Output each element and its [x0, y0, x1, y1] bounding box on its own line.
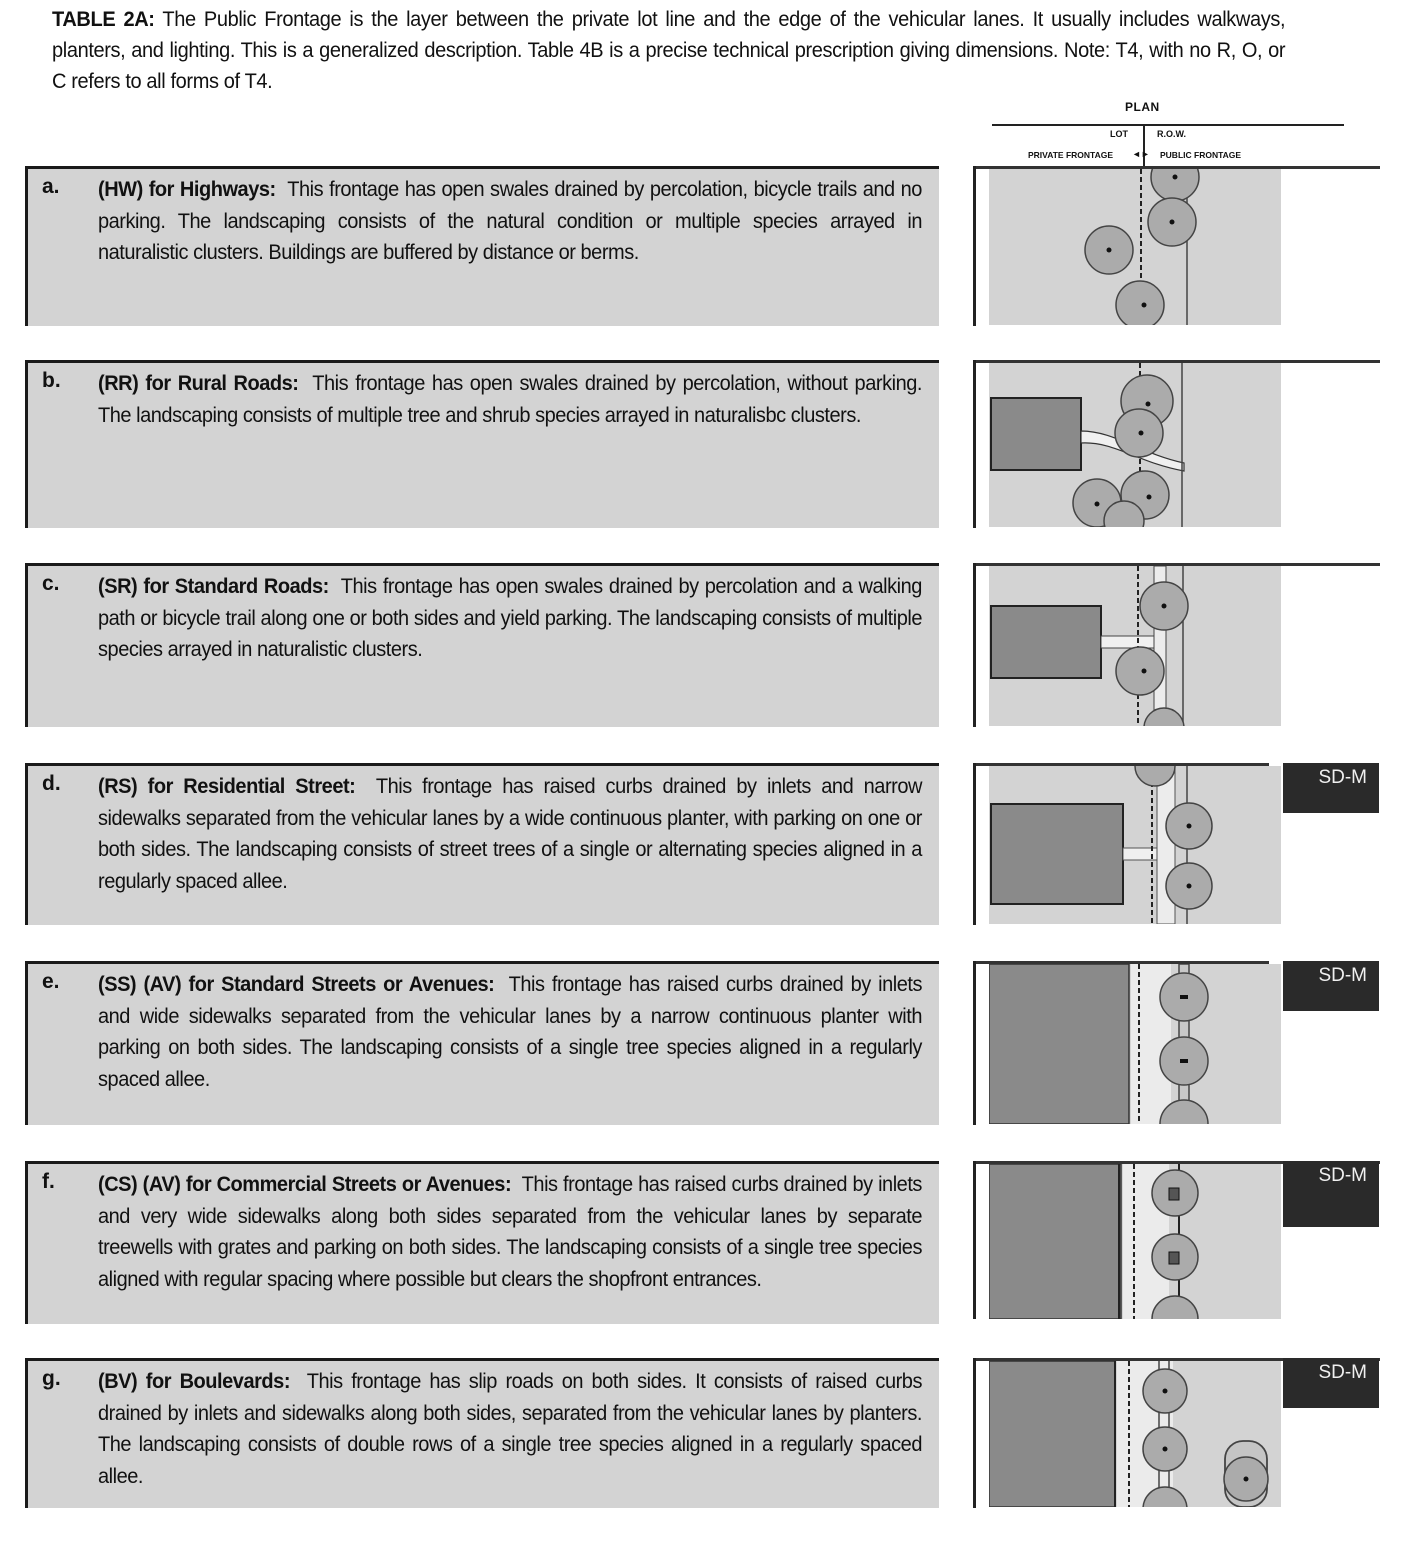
plan-diagram-sr — [973, 563, 1380, 727]
row-text: This frontage has raised curbs drained by inlets and very wide sidewalks along both sides separated from the vehicular lanes by separate treewells with grates and parking on both sides. The landscaping consists of a single tree species aligned with regular spacing where possible but clears the shopfront entrances. — [98, 1172, 922, 1291]
row-text: This frontage has raised curbs drained by inlets and narrow sidewalks separated from the vehicular lanes by a wide continuous planter, with parking on one or both sides. The landscaping consists of street trees of a single or alternating species aligned in a regularly spaced allee. — [98, 774, 922, 893]
frontage-text-box — [25, 1161, 939, 1324]
row-letter: b. — [42, 369, 61, 392]
table-description: The Public Frontage is the layer between the private lot line and the edge of the vehicular lanes. It usually includes walkways, planters, and lighting. This is a generalized description. Table 4B is a precise technical prescription giving dimensions. Note: T4, with no R, O, or C refers to all forms of T4. — [52, 7, 1286, 93]
row-label: R.O.W. — [1157, 129, 1186, 139]
private-frontage-label: PRIVATE FRONTAGE — [1028, 150, 1113, 160]
plan-diagram-cs-av — [973, 1161, 1380, 1319]
plan-title: PLAN — [1125, 100, 1160, 114]
frontage-text-box — [25, 961, 939, 1125]
row-description — [98, 969, 922, 1095]
row-lead: (RR) for Rural Roads: — [98, 371, 299, 395]
row-lead: (SS) (AV) for Standard Streets or Avenues: — [98, 972, 495, 996]
sd-m-badge: SD-M — [1283, 1161, 1379, 1227]
plan-illustration — [989, 363, 1281, 527]
row-description — [98, 1169, 922, 1295]
row-letter: g. — [42, 1367, 61, 1390]
plan-diagram-rr — [973, 360, 1380, 528]
row-text: This frontage has slip roads on both sides. It consists of raised curbs drained by inlets and sidewalks along both sides, separated from the vehicular lanes by planters. The landscaping consists of double rows of a single tree species aligned in a regularly spaced allee. — [98, 1369, 922, 1488]
plan-diagram-ss-av — [973, 961, 1380, 1125]
row-description — [98, 368, 922, 431]
row-text: This frontage has open swales drained by percolation and a walking path or bicycle trail along one or both sides and yield parking. The landscaping consists of multiple species arrayed in naturalistic clusters. — [98, 574, 922, 661]
frontage-text-box — [25, 563, 939, 727]
row-lead: (SR) for Standard Roads: — [98, 574, 329, 598]
row-text: This frontage has open swales drained by percolation, without parking. The landscaping consists of multiple tree and shrub species arrayed in naturalisbc clusters. — [98, 371, 922, 427]
row-letter: d. — [42, 772, 61, 795]
lot-label: LOT — [1110, 129, 1128, 139]
row-description — [98, 771, 922, 897]
row-letter: f. — [42, 1170, 55, 1193]
row-letter: a. — [42, 175, 60, 198]
plan-diagram-bv — [973, 1358, 1380, 1508]
public-frontage-label: PUBLIC FRONTAGE — [1160, 150, 1242, 160]
row-text: This frontage has raised curbs drained by inlets and wide sidewalks separated from the vehicular lanes by a narrow continuous planter with parking on both sides. The landscaping consists of a single tree species aligned in a regularly spaced allee. — [98, 972, 922, 1091]
sd-m-badge: SD-M — [1283, 961, 1379, 1011]
plan-illustration — [989, 964, 1281, 1124]
frontage-text-box — [25, 1358, 939, 1508]
plan-diagram-hw — [973, 166, 1380, 326]
frontage-text-box — [25, 763, 939, 925]
row-description — [98, 571, 922, 666]
row-lead: (BV) for Boulevards: — [98, 1369, 291, 1393]
frontage-arrow-icon: ◄► — [1132, 149, 1150, 159]
table-label: TABLE 2A: — [52, 7, 155, 31]
plan-illustration — [989, 1361, 1281, 1507]
row-text: This frontage has open swales drained by percolation, bicycle trails and no parking. The landscaping consists of the natural condition or multiple species arrayed in naturalistic clusters. Buildings are buffered by distance or berms. — [98, 177, 922, 264]
frontage-text-box — [25, 360, 939, 528]
row-lead: (RS) for Residential Street: — [98, 774, 356, 798]
row-description — [98, 1366, 922, 1492]
row-letter: c. — [42, 572, 60, 595]
row-description — [98, 174, 922, 269]
table-intro — [52, 4, 1285, 97]
plan-illustration — [989, 766, 1281, 924]
plan-diagram-rs — [973, 763, 1380, 925]
lot-line-marker — [1143, 124, 1145, 166]
plan-illustration — [989, 169, 1281, 325]
plan-illustration — [989, 1164, 1281, 1319]
plan-illustration — [989, 566, 1281, 726]
row-lead: (HW) for Highways: — [98, 177, 276, 201]
sd-m-badge: SD-M — [1283, 763, 1379, 813]
sd-m-badge: SD-M — [1283, 1358, 1379, 1408]
row-letter: e. — [42, 970, 60, 993]
frontage-text-box — [25, 166, 939, 326]
row-lead: (CS) (AV) for Commercial Streets or Avenues: — [98, 1172, 512, 1196]
plan-top-rule — [992, 124, 1344, 126]
